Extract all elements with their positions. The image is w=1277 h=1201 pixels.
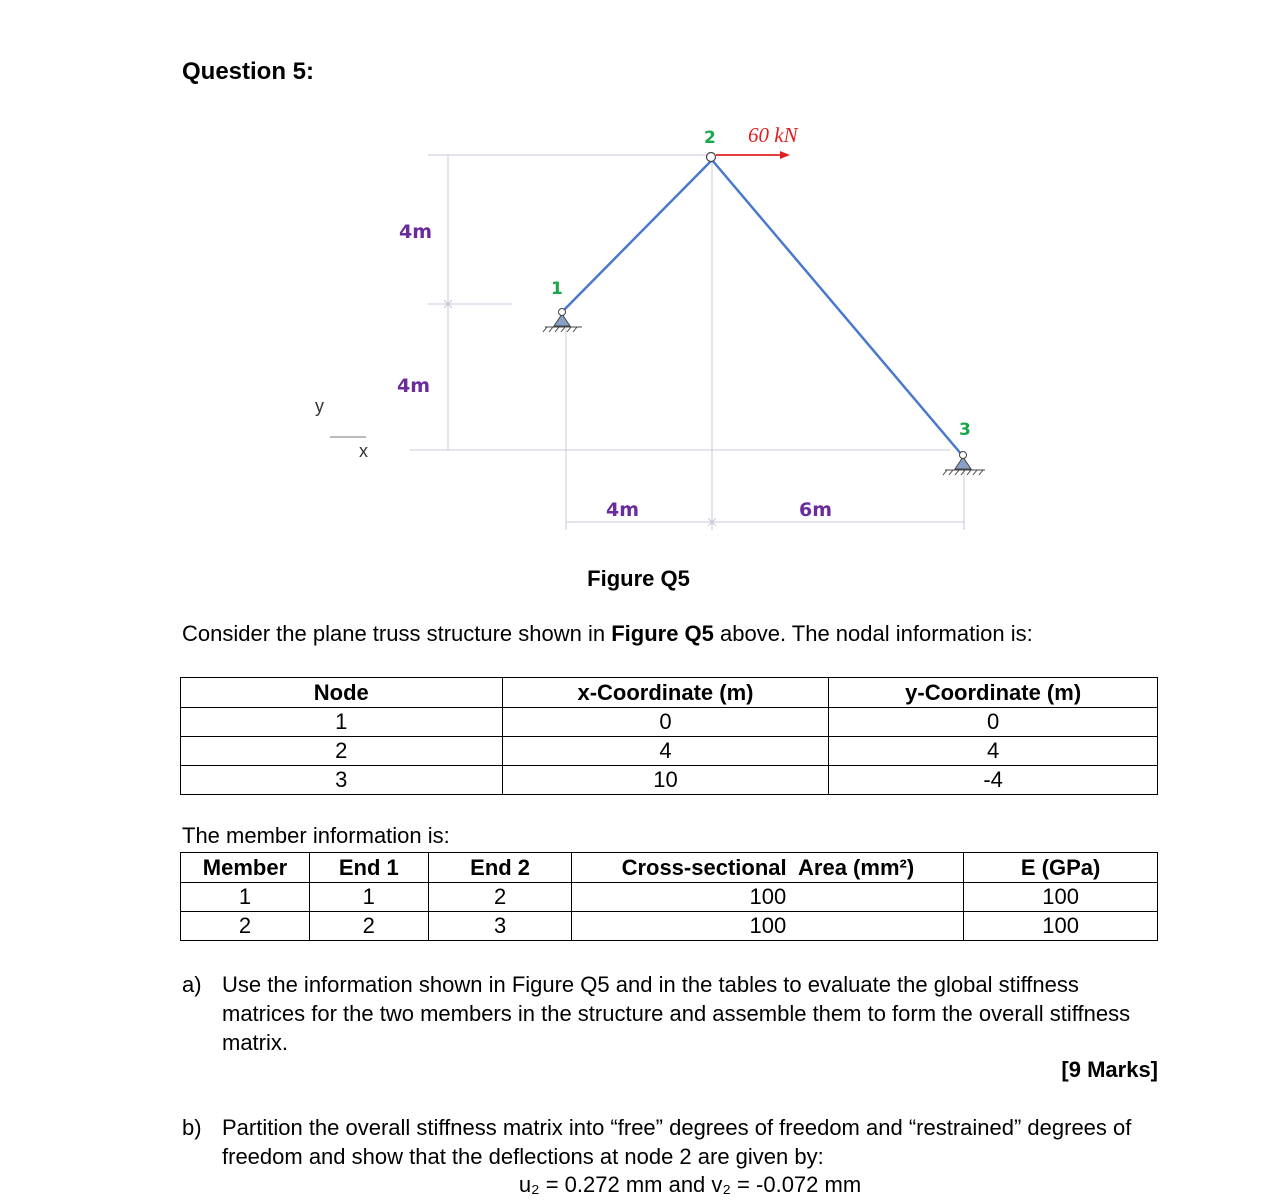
nodal-cell: 1	[181, 708, 503, 737]
figure-caption: Figure Q5	[587, 566, 690, 591]
dim-vertical-lower: 4m	[397, 375, 431, 397]
dim-vertical-upper: 4m	[399, 221, 433, 243]
member-header-e: E (GPa)	[964, 853, 1158, 883]
table-row	[181, 883, 1158, 912]
dim-horizontal-left: 4m	[606, 499, 640, 521]
nodal-cell: 2	[181, 737, 503, 766]
load-arrow	[716, 151, 790, 159]
part-a-marks: [9 Marks]	[1061, 1057, 1158, 1082]
member-header-row	[181, 853, 1158, 883]
member-header-end2: End 2	[428, 853, 572, 883]
intro-before: Consider the plane truss structure shown in	[182, 621, 612, 646]
nodal-cell: 0	[502, 708, 829, 737]
table-row	[181, 737, 1158, 766]
member-cell: 100	[964, 912, 1158, 941]
intro-after: above. The nodal information is:	[713, 621, 1033, 646]
node-3-joint	[960, 452, 967, 459]
member-cell: 2	[428, 883, 572, 912]
pin-support-1	[543, 314, 582, 332]
member-info-label: The member information is:	[182, 823, 450, 848]
nodal-cell: 3	[181, 766, 503, 795]
axis-x-label: x	[359, 441, 368, 461]
member-header-member: Member	[181, 853, 310, 883]
load-label: 60 kN	[748, 123, 798, 147]
nodal-header-y: y-Coordinate (m)	[829, 678, 1158, 708]
part-a-label: a)	[182, 972, 202, 997]
dimension-lines	[410, 155, 964, 530]
member-1	[562, 160, 712, 312]
node-label-3: 3	[959, 420, 971, 440]
nodal-header-row	[181, 678, 1158, 708]
intro-text	[182, 621, 1033, 647]
member-table	[180, 852, 1158, 941]
nodal-cell: 4	[502, 737, 829, 766]
nodal-table	[180, 677, 1158, 795]
node-label-2: 2	[704, 128, 716, 148]
nodal-header-x: x-Coordinate (m)	[502, 678, 829, 708]
nodal-header-node: Node	[181, 678, 503, 708]
node-2-joint	[707, 153, 716, 162]
nodal-cell: -4	[829, 766, 1158, 795]
member-cell: 100	[572, 912, 964, 941]
nodal-cell: 0	[829, 708, 1158, 737]
node-label-1: 1	[551, 279, 563, 299]
part-a-text: Use the information shown in Figure Q5 and in the tables to evaluate the global stiffness matrices for the two members in the structure and assemble them to form the overall stiffness matrix.	[222, 972, 1131, 1055]
member-cell: 2	[181, 912, 310, 941]
part-b-label: b)	[182, 1115, 202, 1140]
nodal-cell: 10	[502, 766, 829, 795]
table-row	[181, 766, 1158, 795]
member-cell: 100	[572, 883, 964, 912]
member-cell: 100	[964, 883, 1158, 912]
node-1-joint	[559, 309, 566, 316]
dim-horizontal-right: 6m	[799, 499, 833, 521]
member-header-area: Cross-sectional Area (mm²)	[572, 853, 964, 883]
table-row	[181, 708, 1158, 737]
nodal-cell: 4	[829, 737, 1158, 766]
truss-figure	[0, 0, 1277, 560]
question-title: Question 5:	[182, 58, 315, 85]
member-cell: 1	[309, 883, 428, 912]
member-header-end1: End 1	[309, 853, 428, 883]
part-b-text: Partition the overall stiffness matrix into “free” degrees of freedom and “restrained” degrees of freedom and show that the deflections at node 2 are given by:	[222, 1115, 1132, 1169]
table-row	[181, 912, 1158, 941]
member-cell: 3	[428, 912, 572, 941]
deflection-equation: u₂ = 0.272 mm and v₂ = -0.072 mm	[518, 1172, 862, 1197]
axis-y-label: y	[315, 396, 324, 416]
member-2	[712, 160, 962, 455]
member-cell: 1	[181, 883, 310, 912]
member-cell: 2	[309, 912, 428, 941]
intro-figure-ref: Figure Q5	[611, 621, 714, 646]
